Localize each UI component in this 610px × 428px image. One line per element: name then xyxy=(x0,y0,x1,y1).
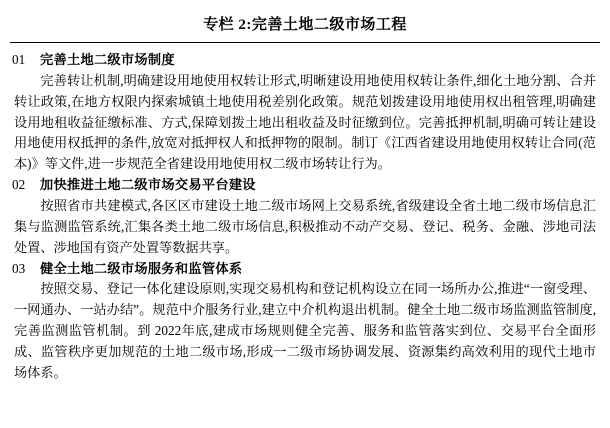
section-paragraph: 按照交易、登记一体化建设原则,实现交易机构和登记机构设立在同一场所办公,推进“一窗受理、一网通办、一站办结”。规范中介服务行业,建立中介机构退出机制。健全土地二级市场监测监管制度,完善监测监管机制。到 2022年底,建成市场规则健全完善、服务和监管落实到位、交易平台全面形成、监管秩序更加规范的土地二级市场,形成一二级市场协调发展、资源集约高效利用的现代土地市场体系。 xyxy=(14,281,596,380)
section-heading: 健全土地二级市场服务和监管体系 xyxy=(40,260,243,276)
page-title: 专栏 2:完善土地二级市场工程 xyxy=(203,17,407,33)
section-item xyxy=(12,175,598,258)
section-heading-row xyxy=(12,50,598,71)
section-paragraph: 完善转让机制,明确建设用地使用权转让形式,明晰建设用地使用权转让条件,细化土地分割、合并转让政策,在地方权限内探索城镇土地使用税差别化政策。规范划拨建设用地使用权出租管理,明确建设用地租收益征缴标准、方式,保障划拨土地出租收益及时征缴到位。完善抵押机制,明确可转让建设用地使用权抵押的条件,放宽对抵押权人和抵押物的限制。制订《江西省建设用地使用权转让合同(范本)》等文件,进一步规范全省建设用地使用权二级市场转让行为。 xyxy=(14,72,596,172)
section-heading: 加快推进土地二级市场交易平台建设 xyxy=(40,177,256,193)
section-number: 02 xyxy=(12,177,26,193)
section-item xyxy=(12,259,598,384)
section-paragraph: 按照省市共建模式,各区区市建设土地二级市场网上交易系统,省级建设全省土地二级市场信息汇集与监测监管系统,汇集各类土地二级市场信息,积极推动不动产交易、登记、税务、金融、涉地司法处置、涉地国有资产处置等数据共享。 xyxy=(14,198,596,255)
section-heading-row xyxy=(12,175,598,196)
document-body xyxy=(0,43,610,384)
section-heading: 完善土地二级市场制度 xyxy=(40,52,175,67)
section-number: 03 xyxy=(12,260,26,276)
section-number: 01 xyxy=(12,52,26,67)
section-heading-row xyxy=(12,259,598,280)
section-item xyxy=(12,50,598,175)
